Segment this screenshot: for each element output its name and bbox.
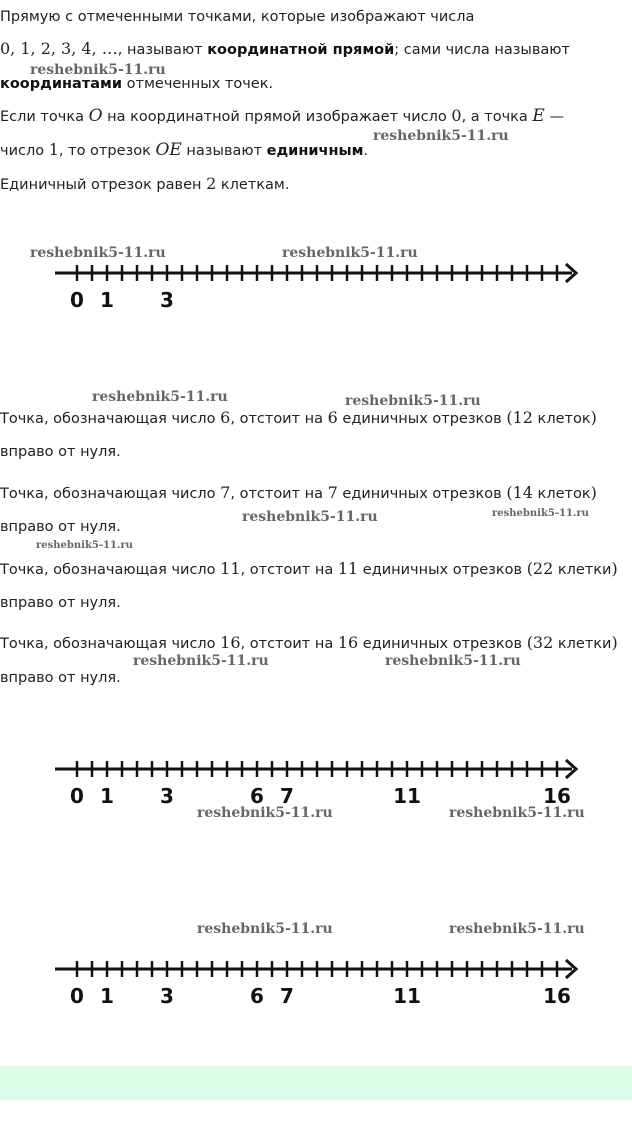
- watermark: reshebnik5-11.ru: [282, 245, 418, 261]
- watermark: reshebnik5-11.ru: [36, 540, 133, 551]
- math-number: (22: [526, 559, 554, 578]
- tick-label: 16: [543, 984, 571, 1008]
- tick-label: 7: [280, 784, 294, 808]
- text-span: —: [544, 109, 564, 125]
- math-number: 7: [327, 483, 338, 502]
- watermark: reshebnik5-11.ru: [197, 805, 333, 821]
- text-span: на координатной прямой изображает число: [102, 109, 452, 125]
- text-span: , отстоит на: [230, 411, 328, 427]
- tick-label: 11: [393, 784, 421, 808]
- tick-label: 1: [100, 984, 114, 1008]
- text-span: Точка, обозначающая число: [0, 486, 221, 502]
- text-span: клетки: [553, 636, 612, 652]
- text-span: , то отрезок: [58, 143, 156, 159]
- watermark: reshebnik5-11.ru: [345, 393, 481, 409]
- text-span: единичных отрезков: [337, 411, 507, 427]
- term-coordinates: координатами: [0, 76, 123, 92]
- text-span: вправо от нуля.: [0, 519, 121, 535]
- text-span: , называют: [117, 42, 208, 58]
- math-number: 6: [327, 408, 338, 427]
- text-span: вправо от нуля.: [0, 670, 121, 686]
- math-number: 11: [220, 559, 241, 578]
- tick-label: 6: [250, 784, 264, 808]
- text-span: называют: [181, 143, 267, 159]
- math-segment-oe: OE: [155, 140, 182, 160]
- tick-label: 6: [250, 984, 264, 1008]
- term-coordinate-line: координатной прямой: [207, 42, 395, 58]
- watermark: reshebnik5-11.ru: [197, 921, 333, 937]
- watermark: reshebnik5-11.ru: [373, 128, 509, 144]
- term-unit: единичным: [266, 143, 364, 159]
- math-paren: ): [611, 633, 618, 652]
- tick-label: 3: [160, 288, 174, 312]
- text-span: ; сами числа называют: [394, 42, 570, 58]
- watermark: reshebnik5-11.ru: [30, 245, 166, 261]
- watermark: reshebnik5-11.ru: [133, 653, 269, 669]
- text-span: Прямую с отмеченными точками, которые изображают числа: [0, 9, 475, 25]
- watermark: reshebnik5-11.ru: [30, 62, 166, 78]
- text-span: клеток: [532, 411, 591, 427]
- text-span: Точка, обозначающая число: [0, 411, 221, 427]
- text-span: Единичный отрезок равен: [0, 177, 207, 193]
- tick-label: 16: [543, 784, 571, 808]
- math-paren: ): [590, 483, 597, 502]
- text-span: клетки: [553, 562, 612, 578]
- math-number: 16: [220, 633, 241, 652]
- watermark: reshebnik5-11.ru: [492, 508, 589, 519]
- text-span: число: [0, 143, 49, 159]
- math-number: (14: [506, 483, 533, 502]
- watermark: reshebnik5-11.ru: [92, 389, 228, 405]
- tick-label: 1: [100, 784, 114, 808]
- tick-label: 11: [393, 984, 421, 1008]
- text-span: единичных отрезков: [358, 562, 527, 578]
- text-span: , отстоит на: [240, 562, 338, 578]
- math-number: (12: [506, 408, 533, 427]
- text-span: единичных отрезков: [337, 486, 507, 502]
- watermark: reshebnik5-11.ru: [242, 509, 378, 525]
- watermark: reshebnik5-11.ru: [449, 805, 585, 821]
- tick-label: 3: [160, 984, 174, 1008]
- tick-label: 3: [160, 784, 174, 808]
- math-one: 1: [48, 140, 59, 159]
- text-span: , отстоит на: [230, 486, 328, 502]
- text-span: клеткам.: [216, 177, 290, 193]
- text-span: вправо от нуля.: [0, 595, 121, 611]
- math-paren: ): [590, 408, 597, 427]
- text-span: отмеченных точек.: [122, 76, 274, 92]
- math-two: 2: [206, 174, 217, 193]
- tick-label: 7: [280, 984, 294, 1008]
- text-span: Точка, обозначающая число: [0, 562, 221, 578]
- math-number: 6: [220, 408, 231, 427]
- math-numbers: 0, 1, 2, 3, 4, …: [0, 39, 118, 58]
- math-number: 11: [337, 559, 359, 578]
- math-number: 7: [220, 483, 231, 502]
- watermark: reshebnik5-11.ru: [449, 921, 585, 937]
- tick-label: 0: [70, 288, 84, 312]
- math-point-o: O: [88, 106, 103, 126]
- watermark: reshebnik5-11.ru: [385, 653, 521, 669]
- tick-label: 0: [70, 784, 84, 808]
- text-span: Если точка: [0, 109, 89, 125]
- text-span: клеток: [532, 486, 591, 502]
- math-paren: ): [611, 559, 618, 578]
- text-span: Точка, обозначающая число: [0, 636, 221, 652]
- math-zero: 0: [451, 106, 462, 125]
- tick-label: 1: [100, 288, 114, 312]
- tick-label: 0: [70, 984, 84, 1008]
- bottom-banner: [0, 1066, 632, 1100]
- text-span: , отстоит на: [240, 636, 338, 652]
- math-number: 16: [337, 633, 359, 652]
- text-span: вправо от нуля.: [0, 444, 121, 460]
- text-span: , а точка: [461, 109, 533, 125]
- text-span: единичных отрезков: [358, 636, 527, 652]
- math-number: (32: [526, 633, 554, 652]
- math-point-e: E: [532, 106, 545, 126]
- text-span: .: [363, 143, 369, 159]
